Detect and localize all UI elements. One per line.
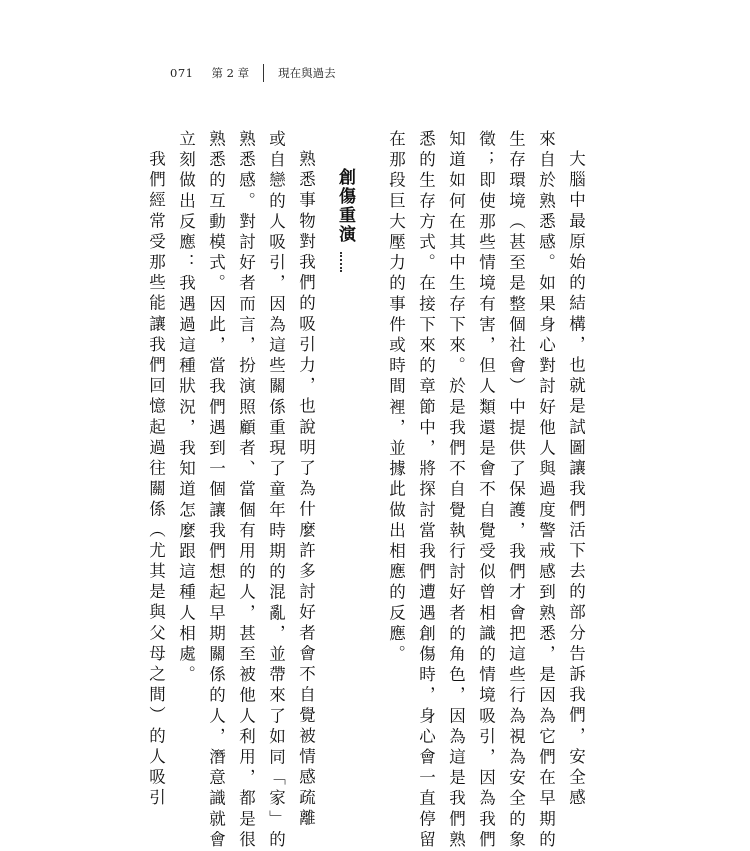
section-heading: 創傷重演 — [335, 168, 355, 244]
chapter-title: 現在與過去 — [278, 66, 336, 80]
chapter-label: 第 2 章 — [211, 66, 250, 80]
text-column: 熟悉感。對討好者而言，扮演照顧者、當個有用的人，甚至被他人利用，都是很 — [236, 130, 256, 851]
text-column: 熟悉事物對我們的吸引力，也說明了為什麼許多討好者會不自覺被情感疏離 — [296, 150, 316, 830]
page-number: 071 — [170, 66, 194, 80]
text-column: 或自戀的人吸引，因為這些關係重現了童年時期的混亂，並帶來了如同「家」的 — [266, 130, 286, 851]
header-divider — [263, 64, 264, 82]
text-column: 徵；即使那些情境有害，但人類還是會不自覺受似曾相識的情境吸引，因為我們 — [476, 130, 496, 851]
text-column: 大腦中最原始的結構，也就是試圖讓我們活下去的部分告訴我們，安全感 — [566, 150, 586, 810]
heading-dotted-rule — [340, 252, 342, 272]
running-header — [170, 62, 336, 84]
text-column: 知道如何在其中生存下來。於是我們不自覺執行討好者的角色，因為這是我們熟 — [446, 130, 466, 851]
text-column: 立刻做出反應：我遇過這種狀況，我知道怎麼跟這種人相處。 — [176, 130, 196, 687]
text-column: 生存環境（甚至是整個社會）中提供了保護，我們才會把這些行為視為安全的象 — [506, 130, 526, 851]
text-column: 在那段巨大壓力的事件或時間裡，並據此做出相應的反應。 — [386, 130, 406, 666]
text-column: 熟悉的互動模式。因此，當我們遇到一個讓我們想起早期關係的人，潛意識就會 — [206, 130, 226, 851]
text-column: 悉的生存方式。在接下來的章節中，將探討當我們遭遇創傷時，身心會一直停留 — [416, 130, 436, 851]
text-column: 我們經常受那些能讓我們回憶起過往關係（尤其是與父母之間）的人吸引 — [146, 150, 166, 810]
text-column: 來自於熟悉感。如果身心對討好他人與過度警戒感到熟悉，是因為它們在早期的 — [536, 130, 556, 851]
